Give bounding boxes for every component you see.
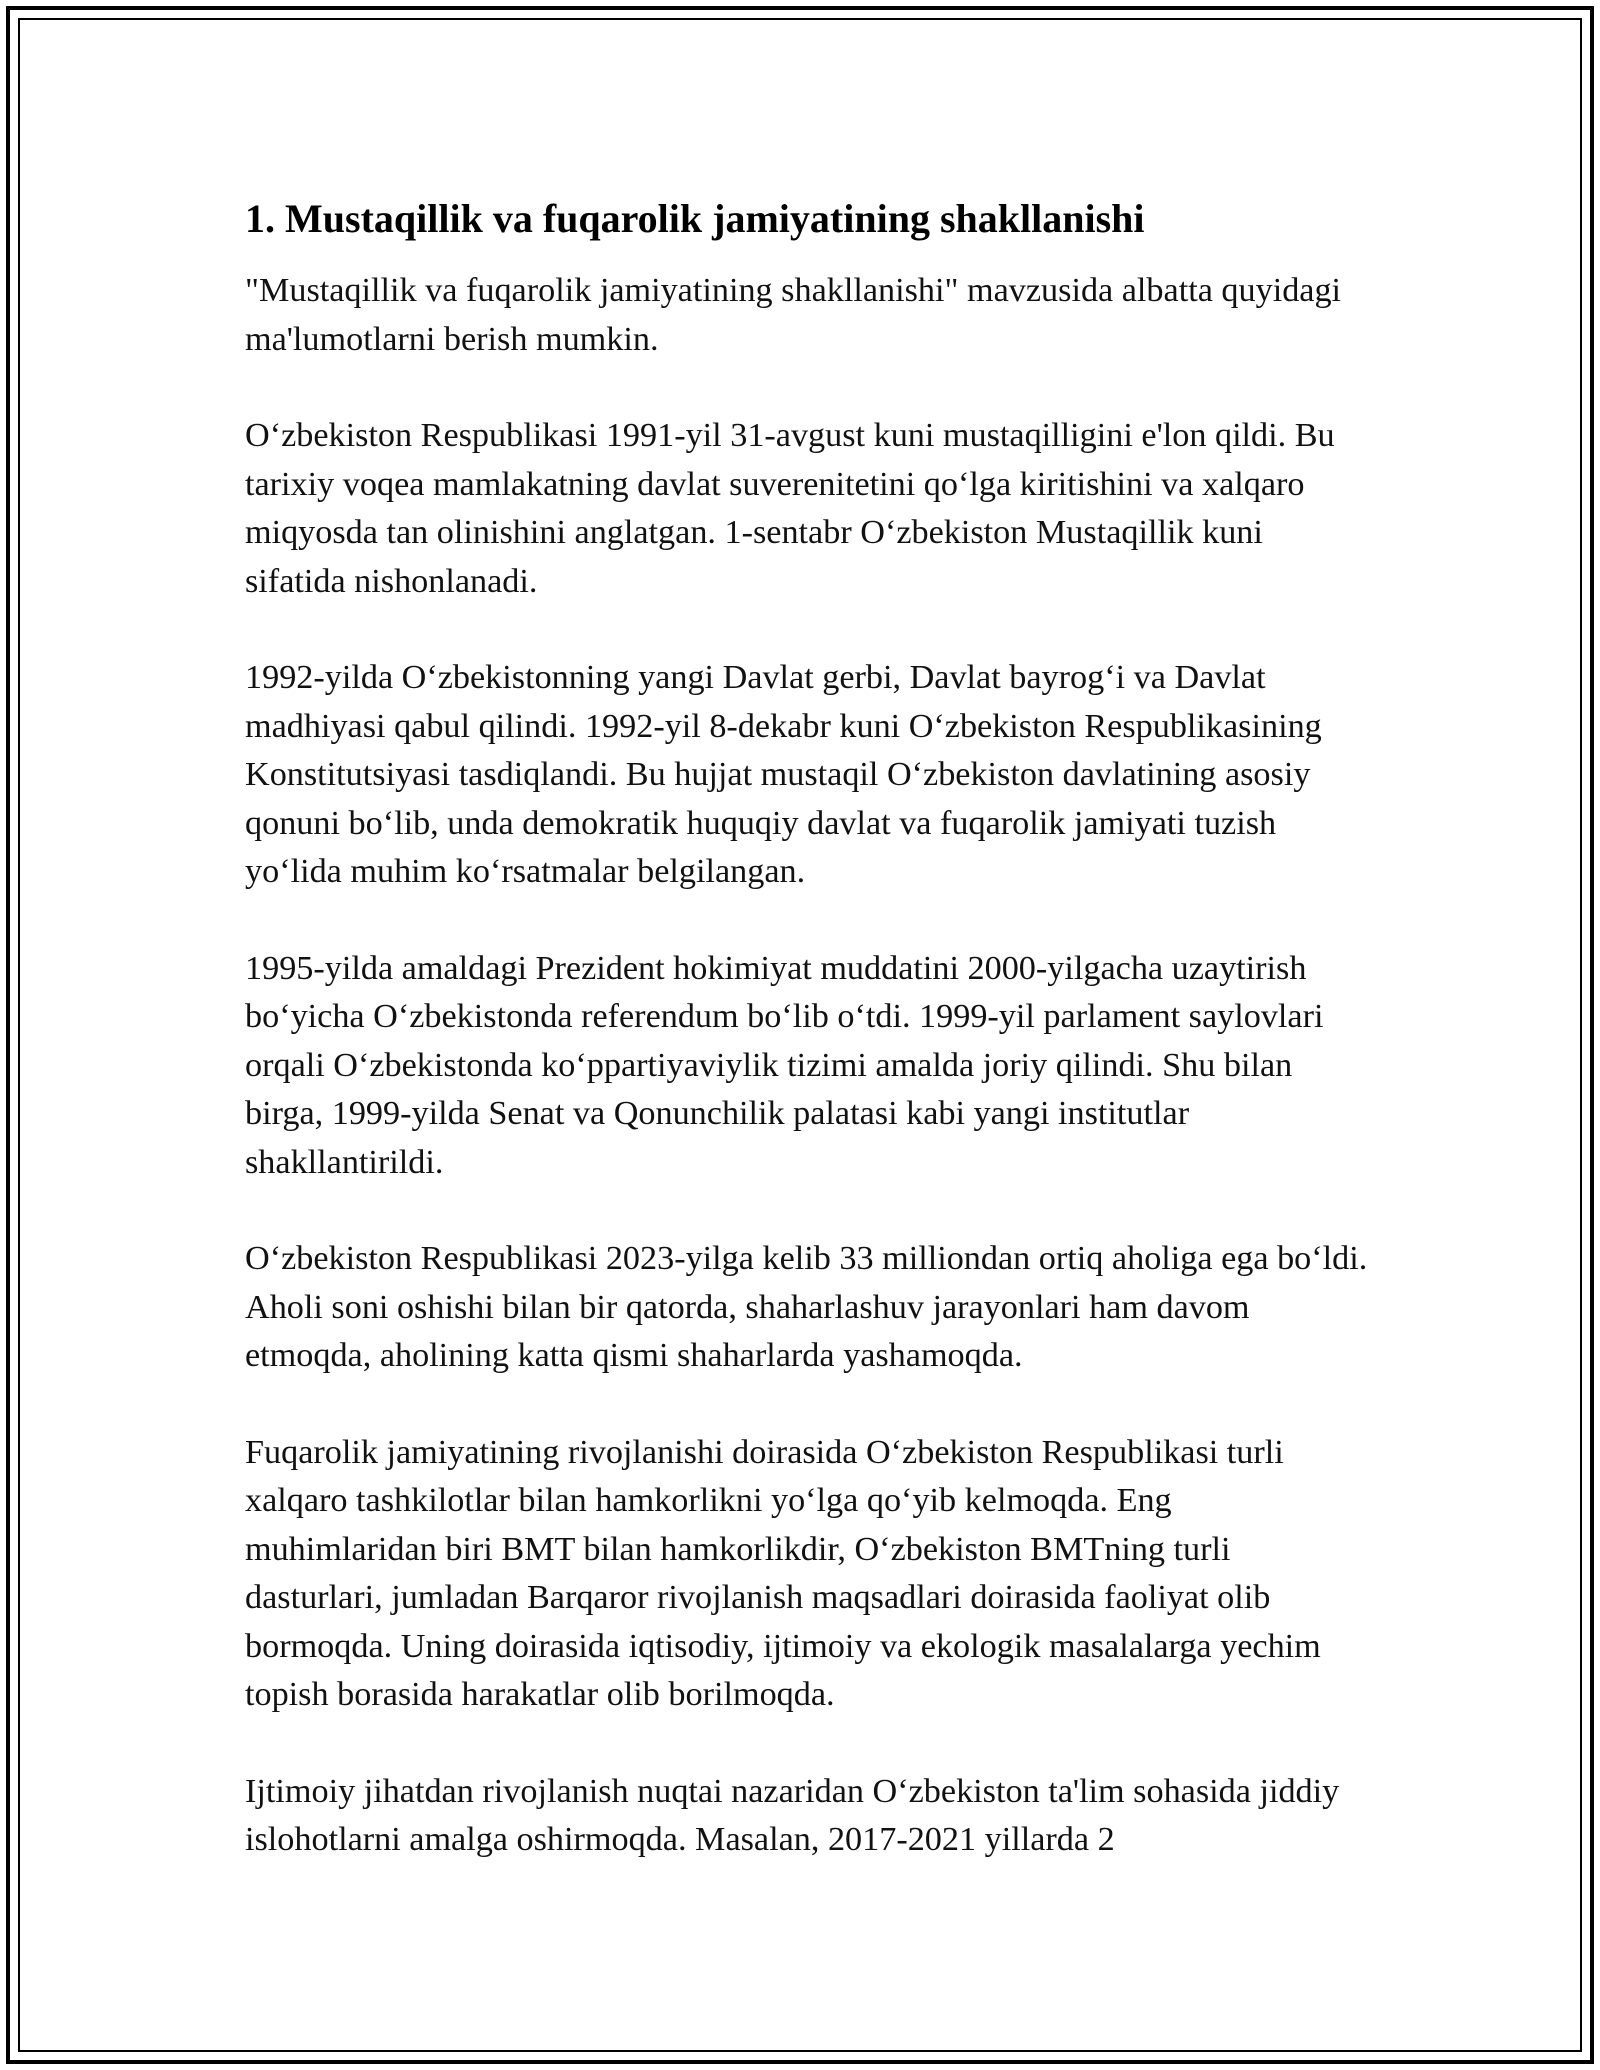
paragraph-independence-1991: O‘zbekiston Respublikasi 1991-yil 31-avgust kuni mustaqilligini e'lon qildi. Bu tarixiy voqea mamlakatning davlat suverenitetini qo‘lga kiritishini va xalqaro miqyosda tan olinishini anglatgan. 1-sentabr O‘zbekiston Mustaqillik kuni sifatida nishonlanadi. — [245, 417, 1335, 600]
paragraph-education-reforms: Ijtimoiy jihatdan rivojlanish nuqtai nazaridan O‘zbekiston ta'lim sohasida jiddiy islohotlarni amalga oshirmoqda. Masalan, 2017-2021 yillarda 2 — [245, 1772, 1340, 1858]
document-body — [245, 195, 1370, 1913]
paragraph-intro: "Mustaqillik va fuqarolik jamiyatining shakllanishi" mavzusida albatta quyidagi ma'lumotlarni berish mumkin. — [245, 272, 1342, 358]
paragraph-constitution-1992: 1992-yilda O‘zbekistonning yangi Davlat gerbi, Davlat bayrog‘i va Davlat madhiyasi qabul qilindi. 1992-yil 8-dekabr kuni O‘zbekiston Respublikasining Konstitutsiyasi tasdiqlandi. Bu hujjat mustaqil O‘zbekiston davlatining asosiy qonuni bo‘lib, unda demokratik huquqiy davlat va fuqarolik jamiyati tuzish yo‘lida muhim ko‘rsatmalar belgilangan. — [245, 659, 1322, 890]
page-frame — [6, 6, 1594, 2064]
paragraph-population-2023: O‘zbekiston Respublikasi 2023-yilga kelib 33 milliondan ortiq aholiga ega bo‘ldi. Aholi soni oshishi bilan bir qatorda, shaharlashuv jarayonlari ham davom etmoqda, aholining katta qismi shaharlarda yashamoqda. — [245, 1240, 1368, 1374]
document-heading: 1. Mustaqillik va fuqarolik jamiyatining shakllanishi — [245, 196, 1145, 241]
paragraph-referendum-1995: 1995-yilda amaldagi Prezident hokimiyat muddatini 2000-yilgacha uzaytirish bo‘yicha O‘zbekistonda referendum bo‘lib o‘tdi. 1999-yil parlament saylovlari orqali O‘zbekistonda ko‘ppartiyaviylik tizimi amalda joriy qilindi. Shu bilan birga, 1999-yilda Senat va Qonunchilik palatasi kabi yangi institutlar shakllantirildi. — [245, 949, 1324, 1181]
paragraph-international-cooperation: Fuqarolik jamiyatining rivojlanishi doirasida O‘zbekiston Respublikasi turli xalqaro tashkilotlar bilan hamkorlikni yo‘lga qo‘yib kelmoqda. Eng muhimlaridan biri BMT bilan hamkorlikdir, O‘zbekiston BMTning turli dasturlari, jumladan Barqaror rivojlanish maqsadlari doirasida faoliyat olib bormoqda. Uning doirasida iqtisodiy, ijtimoiy va ekologik masalalarga yechim topish borasida harakatlar olib borilmoqda. — [245, 1433, 1321, 1713]
